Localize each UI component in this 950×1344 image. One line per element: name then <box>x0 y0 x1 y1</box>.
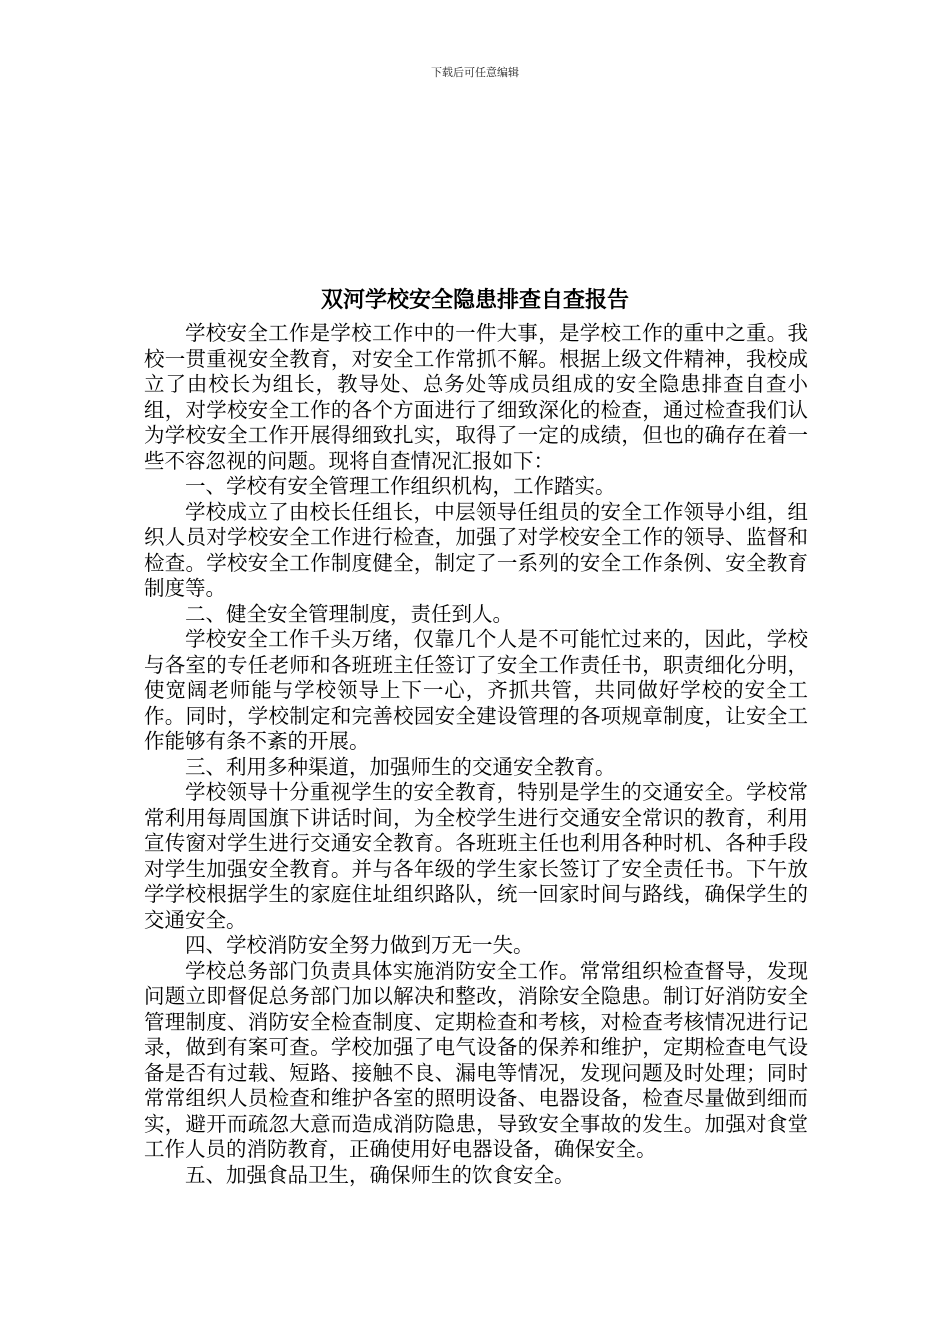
paragraph-section-4: 学校总务部门负责具体实施消防安全工作。常常组织检查督导，发现问题立即督促总务部门加以解决和整改，消除安全隐患。制订好消防安全管理制度、消防安全检查制度、定期检查和考核，对检查考核情况进行记录，做到有案可查。学校加强了电气设备的保养和维护，定期检查电气设备是否有过载、短路、接触不良、漏电等情况，发现问题及时处理；同时常常组织人员检查和维护各室的照明设备、电器设备，检查尽量做到细而实，避开而疏忽大意而造成消防隐患，导致安全事故的发生。加强对食堂工作人员的消防教育，正确使用好电器设备，确保安全。 <box>144 958 808 1161</box>
section-heading-4: 四、学校消防安全努力做到万无一失。 <box>185 933 534 957</box>
header-note: 下载后可任意编辑 <box>431 66 519 79</box>
section-heading-3: 三、利用多种渠道，加强师生的交通安全教育。 <box>185 754 616 779</box>
document-title: 双河学校安全隐患排查自查报告 <box>320 288 629 313</box>
paragraph-intro: 学校安全工作是学校工作中的一件大事，是学校工作的重中之重。我校一贯重视安全教育，对安全工作常抓不解。根据上级文件精神，我校成立了由校长为组长，教导处、总务处等成员组成的安全隐患排查自查小组，对学校安全工作的各个方面进行了细致深化的检查，通过检查我们认为学校安全工作开展得细致扎实，取得了一定的成绩，但也的确存在着一些不容忽视的问题。现将自查情况汇报如下： <box>144 321 808 473</box>
paragraph-section-3: 学校领导十分重视学生的安全教育，特别是学生的交通安全。学校常常利用每周国旗下讲话时间，为全校学生进行交通安全常识的教育，利用宣传窗对学生进行交通安全教育。各班班主任也利用各种时机、各种手段对学生加强安全教育。并与各年级的学生家长签订了安全责任书。下午放学学校根据学生的家庭住址组织路队，统一回家时间与路线，确保学生的交通安全。 <box>144 780 808 932</box>
document-body <box>144 321 808 1188</box>
paragraph-section-1: 学校成立了由校长任组长，中层领导任组员的安全工作领导小组，组织人员对学校安全工作进行检查，加强了对学校安全工作的领导、监督和检查。学校安全工作制度健全，制定了一系列的安全工作条例、安全教育制度等。 <box>144 499 808 600</box>
paragraph-section-2: 学校安全工作千头万绪，仅靠几个人是不可能忙过来的，因此，学校与各室的专任老师和各班班主任签订了安全工作责任书，职责细化分明，使宽阔老师能与学校领导上下一心，齐抓共管，共同做好学校的安全工作。同时，学校制定和完善校园安全建设管理的各项规章制度，让安全工作能够有条不紊的开展。 <box>144 627 808 753</box>
section-heading-5: 五、加强食品卫生，确保师生的饮食安全。 <box>185 1162 575 1187</box>
section-heading-1: 一、学校有安全管理工作组织机构，工作踏实。 <box>185 474 616 498</box>
section-heading-2: 二、健全安全管理制度，责任到人。 <box>185 601 513 626</box>
